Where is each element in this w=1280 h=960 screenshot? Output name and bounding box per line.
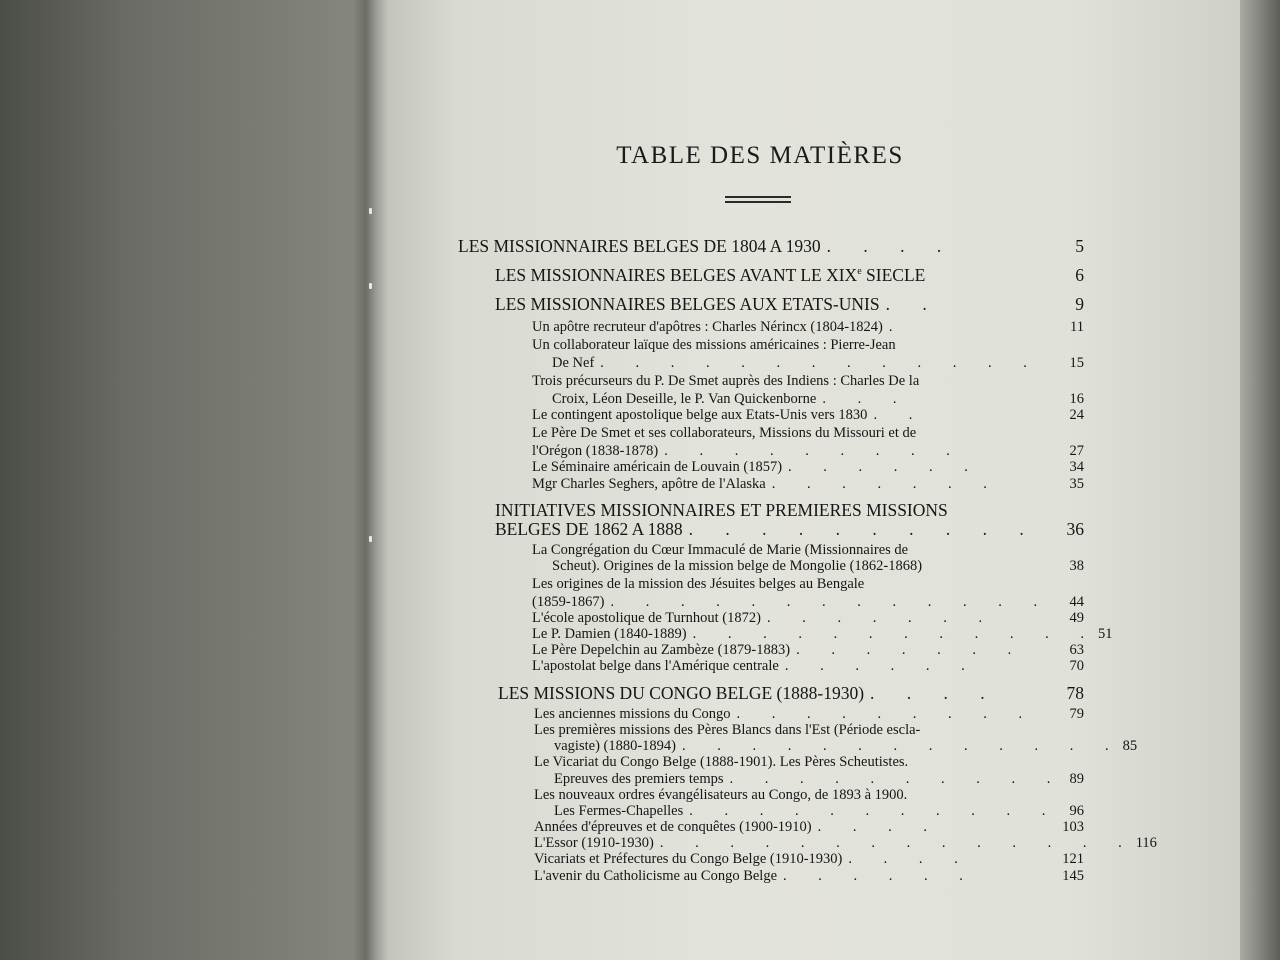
toc-entry-page: 51 [1098,626,1113,642]
toc-entry-page: 121 [1062,851,1084,867]
toc-entry-title: L'Essor (1910-1930) [534,835,654,851]
toc-entry-title: Scheut). Origines de la mission belge de Mongolie (1862-1868) [552,558,923,574]
toc-entry-title: L'apostolat belge dans l'Amérique centrale [532,658,779,674]
toc-entry-page: 24 [1069,407,1084,423]
toc-entry: Le P. Damien (1840-1889) . . . . . . . . . . . . 51 [532,626,1113,642]
toc-entry: L'Essor (1910-1930) . . . . . . . . . . . . . . 116 [534,835,1157,851]
toc-entry-page: 27 [1069,443,1084,459]
toc-entry-title: vagiste) (1880-1894) [554,738,677,754]
toc-entry-page: 89 [1069,771,1084,787]
toc-entry: Les anciennes missions du Congo . . . . . . . . . 79 [534,706,1084,722]
toc-entry-page: 15 [1069,355,1084,371]
toc-entry-title: l'Orégon (1838-1878) [532,443,659,459]
toc-entry-title: Un apôtre recruteur d'apôtres : Charles Nérincx (1804-1824) [532,319,883,335]
toc-entry [495,265,1084,286]
toc-entry-page: 5 [1075,236,1084,256]
title-rule [725,196,791,198]
toc-entry: LES MISSIONNAIRES BELGES DE 1804 A 1930 . . . . 5 [458,236,1084,256]
toc-entry-title-line: Le Vicariat du Congo Belge (1888-1901). Les Pères Scheutistes. [534,754,909,770]
toc-entry-page: 6 [1075,265,1084,285]
toc-entry-page: 85 [1122,738,1138,754]
page-edge [1240,0,1280,960]
toc-entry-title: L'école apostolique de Turnhout (1872) [532,610,761,626]
toc-entry-page: 116 [1135,835,1157,851]
toc-entry: BELGES DE 1862 A 1888 . . . . . . . . . . 36 [495,519,1084,539]
toc-entry-page: 70 [1069,658,1084,674]
toc-entry-page: 16 [1069,391,1084,407]
toc-entry-title: Le contingent apostolique belge aux Etats-Unis vers 1830 [532,407,868,423]
toc-entry-page: 34 [1069,459,1084,475]
toc-entry-title: Années d'épreuves et de conquêtes (1900-1910) [534,819,812,835]
toc-entry-page: 38 [1069,558,1084,574]
toc-entry-page: 78 [1066,683,1084,703]
toc-entry-title: Les anciennes missions du Congo [534,706,731,722]
toc-entry-title: Epreuves des premiers temps [554,771,724,787]
toc-entry-page: 36 [1066,519,1084,539]
toc-entry-title: Mgr Charles Seghers, apôtre de l'Alaska [532,476,766,492]
toc-entry-title: LES MISSIONNAIRES BELGES AUX ETATS-UNIS [495,294,880,314]
toc-entry-title: L'avenir du Catholicisme au Congo Belge [534,868,778,884]
toc-entry-title-line: Les premières missions des Pères Blancs dans l'Est (Période escla- [534,722,921,738]
toc-entry-title: Croix, Léon Deseille, le P. Van Quickenborne [552,391,817,407]
toc-entry: Vicariats et Préfectures du Congo Belge (1910-1930) . . . . 121 [534,851,1084,867]
toc-entry-page: 49 [1069,610,1084,626]
toc-entry: LES MISSIONS DU CONGO BELGE (1888-1930) . . . . 78 [498,683,1084,703]
toc-entry: vagiste) (1880-1894) . . . . . . . . . . . . . 85 [554,738,1138,754]
toc-entry-page: 79 [1069,706,1084,722]
binding-stitch [369,283,372,289]
toc-entry-page: 145 [1062,868,1084,884]
toc-entry-page: 9 [1075,294,1084,314]
binding-stitch [369,536,372,542]
toc-entry: Epreuves des premiers temps . . . . . . . . . . 89 [554,771,1084,787]
toc-entry-title: De Nef [552,355,595,371]
toc-entry-page: 63 [1069,642,1084,658]
page-title: TABLE DES MATIÈRES [616,142,904,169]
toc-entry-page: 35 [1069,476,1084,492]
toc-entry: Le Séminaire américain de Louvain (1857) . . . . . . 34 [532,459,1084,475]
toc-entry-title: BELGES DE 1862 A 1888 [495,519,683,539]
toc-entry-title-line: Le Père De Smet et ses collaborateurs, Missions du Missouri et de [532,425,917,441]
toc-entry-title-line: Trois précurseurs du P. De Smet auprès des Indiens : Charles De la [532,373,920,389]
toc-entry-title-line: La Congrégation du Cœur Immaculé de Marie (Missionnaires de [532,542,909,558]
toc-entry: Années d'épreuves et de conquêtes (1900-1910) . . . . 103 [534,819,1084,835]
toc-entry: (1859-1867) . . . . . . . . . . . . . 44 [532,594,1084,610]
toc-entry: Croix, Léon Deseille, le P. Van Quickenborne . . . 16 [552,391,1084,407]
toc-entry-title: Le P. Damien (1840-1889) [532,626,687,642]
book-gutter [366,0,388,960]
toc-entry: l'Orégon (1838-1878) . . . . . . . . . 27 [532,443,1084,459]
toc-entry-title: (1859-1867) [532,594,605,610]
toc-entry: Mgr Charles Seghers, apôtre de l'Alaska . . . . . . . 35 [532,476,1084,492]
toc-entry: Un apôtre recruteur d'apôtres : Charles Nérincx (1804-1824) . 11 [532,319,1084,335]
toc-entry-page: 44 [1069,594,1084,610]
toc-entry-title-line: Les origines de la mission des Jésuites belges au Bengale [532,576,865,592]
toc-entry: Le contingent apostolique belge aux Etats-Unis vers 1830 . . 24 [532,407,1084,423]
toc-entry-title: Le Père Depelchin au Zambèze (1879-1883) [532,642,791,658]
toc-entry-title-line: Les nouveaux ordres évangélisateurs au Congo, de 1893 à 1900. [534,787,908,803]
toc-entry-title: LES MISSIONNAIRES BELGES AVANT LE XIXe SIECLE [495,265,926,285]
toc-entry-title-line: Un collaborateur laïque des missions américaines : Pierre-Jean [532,337,896,353]
title-rule [725,201,791,203]
toc-entry: L'apostolat belge dans l'Amérique centrale . . . . . . 70 [532,658,1084,674]
toc-entry-page: 96 [1069,803,1084,819]
toc-entry [552,558,1084,575]
toc-entry: L'école apostolique de Turnhout (1872) . . . . . . . 49 [532,610,1084,626]
toc-entry: L'avenir du Catholicisme au Congo Belge . . . . . . 145 [534,868,1084,884]
toc-entry-title-line: INITIATIVES MISSIONNAIRES ET PREMIERES MISSIONS [495,500,948,520]
left-page [0,0,372,960]
toc-entry: Les Fermes-Chapelles . . . . . . . . . . . 96 [554,803,1084,819]
toc-entry-page: 103 [1062,819,1084,835]
toc-entry-title: Le Séminaire américain de Louvain (1857) [532,459,783,475]
toc-entry-page: 11 [1070,319,1084,335]
toc-entry-title: LES MISSIONNAIRES BELGES DE 1804 A 1930 [458,236,821,256]
toc-entry-title: Les Fermes-Chapelles [554,803,684,819]
toc-entry: Le Père Depelchin au Zambèze (1879-1883) . . . . . . . 63 [532,642,1084,658]
toc-entry-title: Vicariats et Préfectures du Congo Belge (1910-1930) [534,851,843,867]
toc-entry: De Nef . . . . . . . . . . . . . 15 [552,355,1084,371]
binding-stitch [369,208,372,214]
toc-entry-title: LES MISSIONS DU CONGO BELGE (1888-1930) [498,683,865,703]
toc-entry: LES MISSIONNAIRES BELGES AUX ETATS-UNIS . . 9 [495,294,1084,314]
